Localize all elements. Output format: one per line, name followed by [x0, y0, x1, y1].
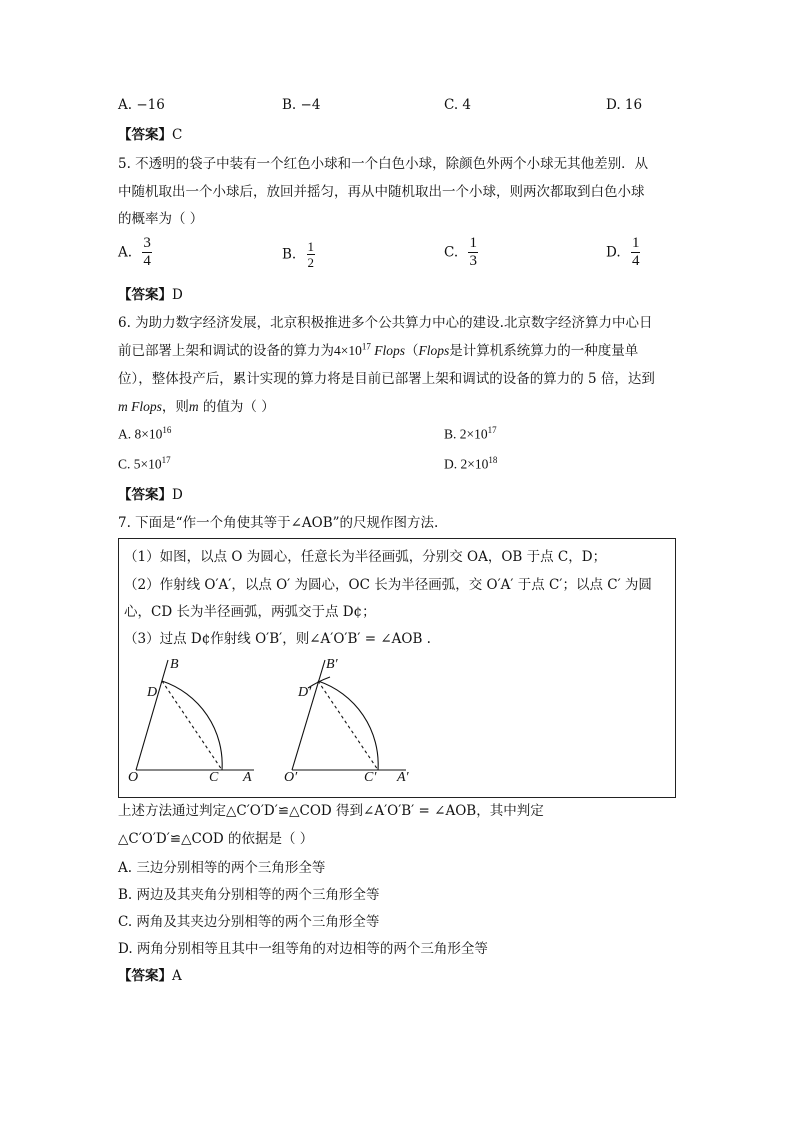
- label-d: D: [147, 685, 158, 700]
- q4-option-a: A. −16: [118, 97, 165, 113]
- q5-line-1: 5. 不透明的袋子中装有一个红色小球和一个白色小球，除颜色外两个小球无其他差别．从: [118, 156, 649, 172]
- denominator: 4: [631, 253, 640, 269]
- q4-option-d: D. 16: [606, 97, 643, 113]
- figure-original: [136, 660, 254, 770]
- q5-option-c: [444, 236, 478, 269]
- answer-label: 【答案】: [118, 487, 172, 503]
- exponent: 16: [162, 425, 172, 435]
- text: ，则: [161, 399, 189, 415]
- label-o-prime: O′: [284, 770, 298, 785]
- label-d-prime: D′: [298, 685, 312, 700]
- q6-option-b: [444, 425, 497, 443]
- text: C. 5×10: [118, 456, 162, 472]
- ray-o-prime-b-prime: [292, 660, 325, 770]
- q7-after-2: △C′O′D′≌△COD 的依据是（ ）: [118, 831, 314, 847]
- text: 的值为（ ）: [198, 399, 275, 415]
- q7-step-2b: 心，CD 长为半径画弧，两弧交于点 D¢；: [124, 604, 376, 620]
- q7-option-d: D. 两角分别相等且其中一组等角的对边相等的两个三角形全等: [118, 941, 488, 957]
- q6-line-3: 位），整体投产后，累计实现的算力将是目前已部署上架和调试的设备的算力的 5 倍，达到: [118, 371, 655, 387]
- construction-figures: [118, 650, 674, 790]
- q7-after-1: 上述方法通过判定△C′O′D′≌△COD 得到∠A′O′B′ = ∠AOB，其中判定: [118, 803, 544, 819]
- q4-option-b: B. −4: [282, 97, 321, 113]
- q7-step-1: （1）如图，以点 O 为圆心，任意长为半径画弧，分别交 OA，OB 于点 C，D；: [124, 549, 607, 565]
- unit: Flops: [127, 399, 162, 414]
- unit: Flops: [370, 343, 406, 358]
- q5-option-b: [282, 240, 315, 269]
- denominator: 2: [307, 255, 315, 270]
- denominator: 4: [143, 253, 151, 269]
- option-letter: D.: [606, 244, 621, 261]
- q7-option-b: B. 两边及其夹角分别相等的两个三角形全等: [118, 887, 380, 903]
- q4-option-c: C. 4: [444, 97, 472, 113]
- numerator: 1: [469, 235, 477, 251]
- exponent: 17: [487, 425, 497, 435]
- q7-intro: 7. 下面是“作一个角使其等于∠AOB”的尺规作图方法.: [118, 515, 439, 531]
- math-value: 4×10: [334, 343, 362, 358]
- variable: m: [118, 399, 128, 414]
- answer-value: D: [172, 487, 183, 503]
- q6-option-d: [444, 455, 497, 473]
- q7-step-2a: （2）作射线 O′A′，以点 O′ 为圆心，OC 长为半径画弧，交 O′A′ 于点 C′；以点 C′ 为圆: [124, 577, 652, 593]
- q6-answer: [118, 483, 183, 503]
- unit: Flops: [418, 343, 450, 358]
- exponent: 17: [161, 455, 171, 465]
- q6-line-4: [118, 395, 275, 415]
- text: （: [405, 343, 419, 359]
- q6-line-2: [118, 339, 638, 359]
- label-c: C: [209, 770, 219, 785]
- q5-option-a: [118, 236, 152, 269]
- answer-value: D: [172, 287, 183, 303]
- label-c-prime: C′: [364, 770, 377, 785]
- answer-label: 【答案】: [118, 287, 172, 303]
- text: 前已部署上架和调试的设备的算力为: [118, 343, 334, 359]
- q7-option-a: A. 三边分别相等的两个三角形全等: [118, 860, 326, 876]
- q5-answer: [118, 283, 183, 303]
- text: A. 8×10: [118, 426, 163, 442]
- q5-line-3: 的概率为（ ）: [118, 211, 204, 227]
- text: B. 2×10: [444, 426, 488, 442]
- numerator: 1: [631, 235, 640, 251]
- figure-constructed: [292, 660, 406, 770]
- fraction: [142, 236, 152, 269]
- q4-answer: [118, 123, 182, 143]
- q5-line-2: 中随机取出一个小球后，放回并摇匀，再从中随机取出一个小球，则两次都取到白色小球: [118, 184, 645, 200]
- ray-ob: [136, 660, 168, 770]
- q6-option-a: [118, 425, 171, 443]
- label-o: O: [128, 770, 139, 785]
- label-a: A: [243, 770, 252, 785]
- q6-option-c: [118, 455, 171, 473]
- exponent: 17: [361, 341, 371, 352]
- numerator: 3: [143, 235, 151, 251]
- variable: m: [188, 399, 199, 414]
- fraction: [468, 236, 478, 269]
- option-letter: C.: [444, 244, 459, 261]
- numerator: 1: [307, 239, 315, 254]
- option-letter: B.: [282, 246, 297, 263]
- text: 是计算机系统算力的一种度量单: [449, 343, 639, 359]
- q7-option-c: C. 两角及其夹边分别相等的两个三角形全等: [118, 914, 380, 930]
- text: D. 2×10: [444, 456, 489, 472]
- option-letter: A.: [118, 244, 133, 261]
- answer-value: A: [172, 968, 182, 984]
- q7-step-3: （3）过点 D¢作射线 O′B′，则∠A′O′B′ = ∠AOB .: [124, 631, 431, 647]
- q5-option-d: [606, 236, 640, 269]
- fraction: [631, 236, 641, 269]
- label-b: B: [170, 657, 179, 672]
- q7-answer: [118, 964, 182, 984]
- q6-line-1: 6. 为助力数字经济发展，北京积极推进多个公共算力中心的建设.北京数字经济算力中心日: [118, 315, 653, 331]
- denominator: 3: [469, 253, 477, 269]
- exponent: 18: [488, 455, 498, 465]
- fraction: [307, 240, 316, 269]
- label-a-prime: A′: [397, 770, 409, 785]
- answer-value: C: [172, 127, 183, 143]
- answer-label: 【答案】: [118, 127, 172, 143]
- answer-label: 【答案】: [118, 968, 172, 984]
- label-b-prime: B′: [326, 657, 338, 672]
